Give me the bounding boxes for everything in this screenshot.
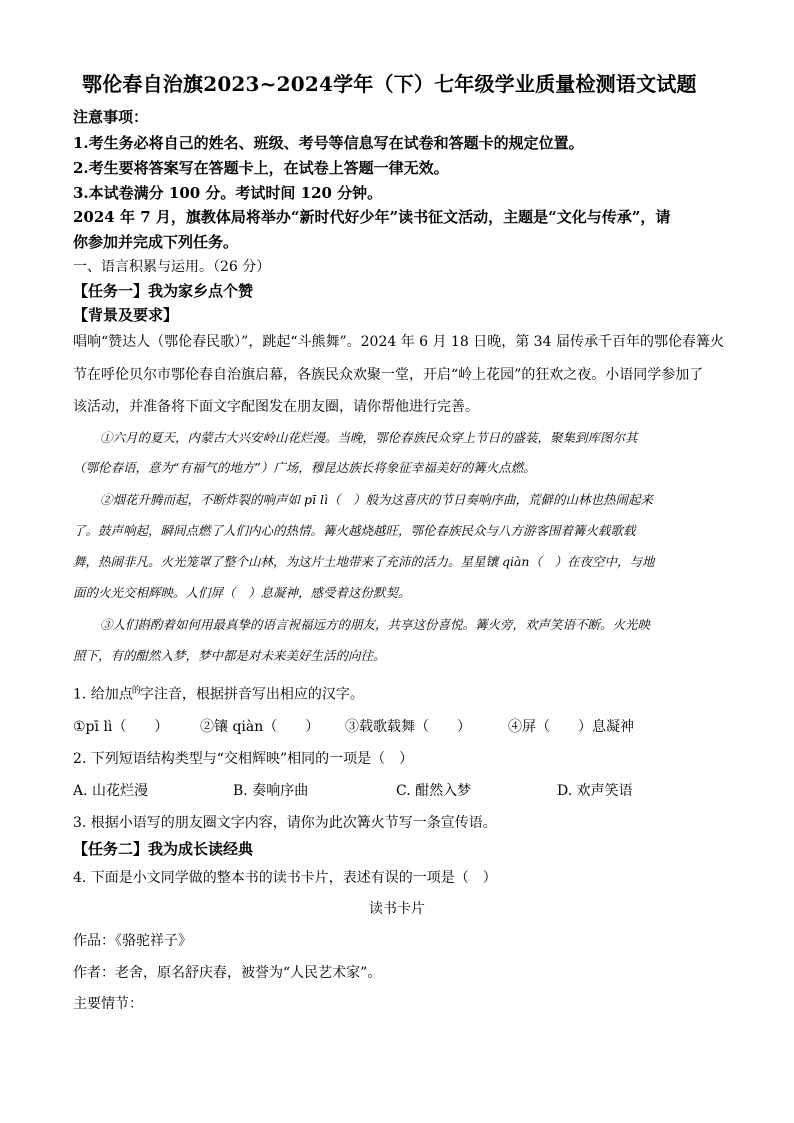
- background-text: 唱响“赞达人（鄂伦春民歌）”，跳起“斗熊舞”。2024 年 6 月 18 日晚，第 34 届传承千百年的鄂伦春篝火: [73, 334, 724, 350]
- card-author: 作者：老舍，原名舒庆春，被誉为“人民艺术家”。: [73, 965, 382, 981]
- passage-line: ②烟花升腾而起，不断炸裂的响声如 pī lì（ ）般为这喜庆的节日奏响序曲，荒僻的山林也热闹起来: [100, 492, 653, 507]
- question-4: 4. 下面是小文同学做的整本书的读书卡片，表述有误的一项是（ ）: [73, 870, 497, 886]
- notice-item: 1.考生务必将自己的姓名、班级、考号等信息写在试卷和答题卡的规定位置。: [73, 134, 584, 152]
- notice-heading: 注意事项：: [73, 108, 149, 126]
- passage-line: 面的火光交相辉映。人们屏（ ）息凝神，感受着这份默契。: [73, 585, 411, 600]
- card-title: 读书卡片: [369, 901, 425, 917]
- section-heading: 一、语言积累与运用。（26 分）: [73, 259, 271, 275]
- card-work: 作品：《骆驼祥子》: [73, 933, 192, 949]
- task2-heading: 【任务二】我为成长读经典: [73, 840, 254, 858]
- q1-item: ③载歌载舞（ ）: [345, 719, 471, 735]
- q2-option-a: A. 山花烂漫: [73, 783, 149, 799]
- q2-option-d: D. 欢声笑语: [557, 783, 633, 799]
- passage-line: ①六月的夏天，内蒙古大兴安岭山花烂漫。当晚，鄂伦春族民众穿上节日的盛装，聚集到库图尔其: [100, 430, 638, 445]
- q2-option-b: B. 奏响序曲: [233, 783, 309, 799]
- intro-line: 你参加并完成下列任务。: [73, 233, 239, 251]
- task1-heading: 【任务一】我为家乡点个赞: [73, 282, 254, 300]
- passage-line: 了。鼓声响起，瞬间点燃了人们内心的热情。篝火越烧越旺，鄂伦春族民众与八方游客围着篝火载歌载: [73, 523, 636, 538]
- passage-line: 舞，热闹非凡。火光笼罩了整个山林，为这片土地带来了充沛的活力。星星镶 qiàn（ ）在夜空中，与地: [73, 554, 655, 569]
- question-1-post: 字注音，根据拼音写出相应的汉字。: [139, 686, 364, 703]
- exam-title: 鄂伦春自治旗2023~2024学年（下）七年级学业质量检测语文试题: [82, 72, 697, 96]
- passage-line: ③人们斟酌着如何用最真挚的语言祝福远方的朋友，共享这份喜悦。篝火旁，欢声笑语不断。火光映: [100, 617, 651, 632]
- dot-mark: 的: [131, 686, 141, 696]
- background-text: 节在呼伦贝尔市鄂伦春自治旗启幕，各族民众欢聚一堂，开启“岭上花园”的狂欢之夜。小语同学参加了: [73, 367, 704, 383]
- q1-item: ②镶 qiàn（ ）: [200, 719, 320, 735]
- background-text: 该活动，并准备将下面文字配图发在朋友圈，请你帮他进行完善。: [73, 399, 479, 415]
- card-plot: 主要情节：: [73, 996, 143, 1012]
- notice-item: 3.本试卷满分 100 分。考试时间 120 分钟。: [73, 184, 383, 202]
- q1-item: ④屏（ ）息凝神: [508, 719, 634, 735]
- background-heading: 【背景及要求】: [73, 306, 179, 324]
- passage-line: （鄂伦春语，意为“有福气的地方”）广场，穆昆达族长将象征幸福美好的篝火点燃。: [73, 460, 536, 475]
- passage-line: 照下，有的酣然入梦，梦中都是对未来美好生活的向往。: [73, 648, 386, 663]
- question-3: 3. 根据小语写的朋友圈文字内容，请你为此次篝火节写一条宣传语。: [73, 815, 497, 831]
- question-1: [73, 683, 364, 704]
- q1-item: ①pī lì（ ）: [73, 719, 169, 735]
- question-1-pre: 1. 给加点: [73, 686, 133, 703]
- q2-option-c: C. 酣然入梦: [396, 783, 472, 799]
- intro-line: 2024 年 7 月，旗教体局将举办“新时代好少年”读书征文活动，主题是“文化与传承”，请: [73, 208, 671, 226]
- notice-item: 2.考生要将答案写在答题卡上，在试卷上答题一律无效。: [73, 159, 449, 177]
- question-2: 2. 下列短语结构类型与“交相辉映”相同的一项是（ ）: [73, 751, 414, 767]
